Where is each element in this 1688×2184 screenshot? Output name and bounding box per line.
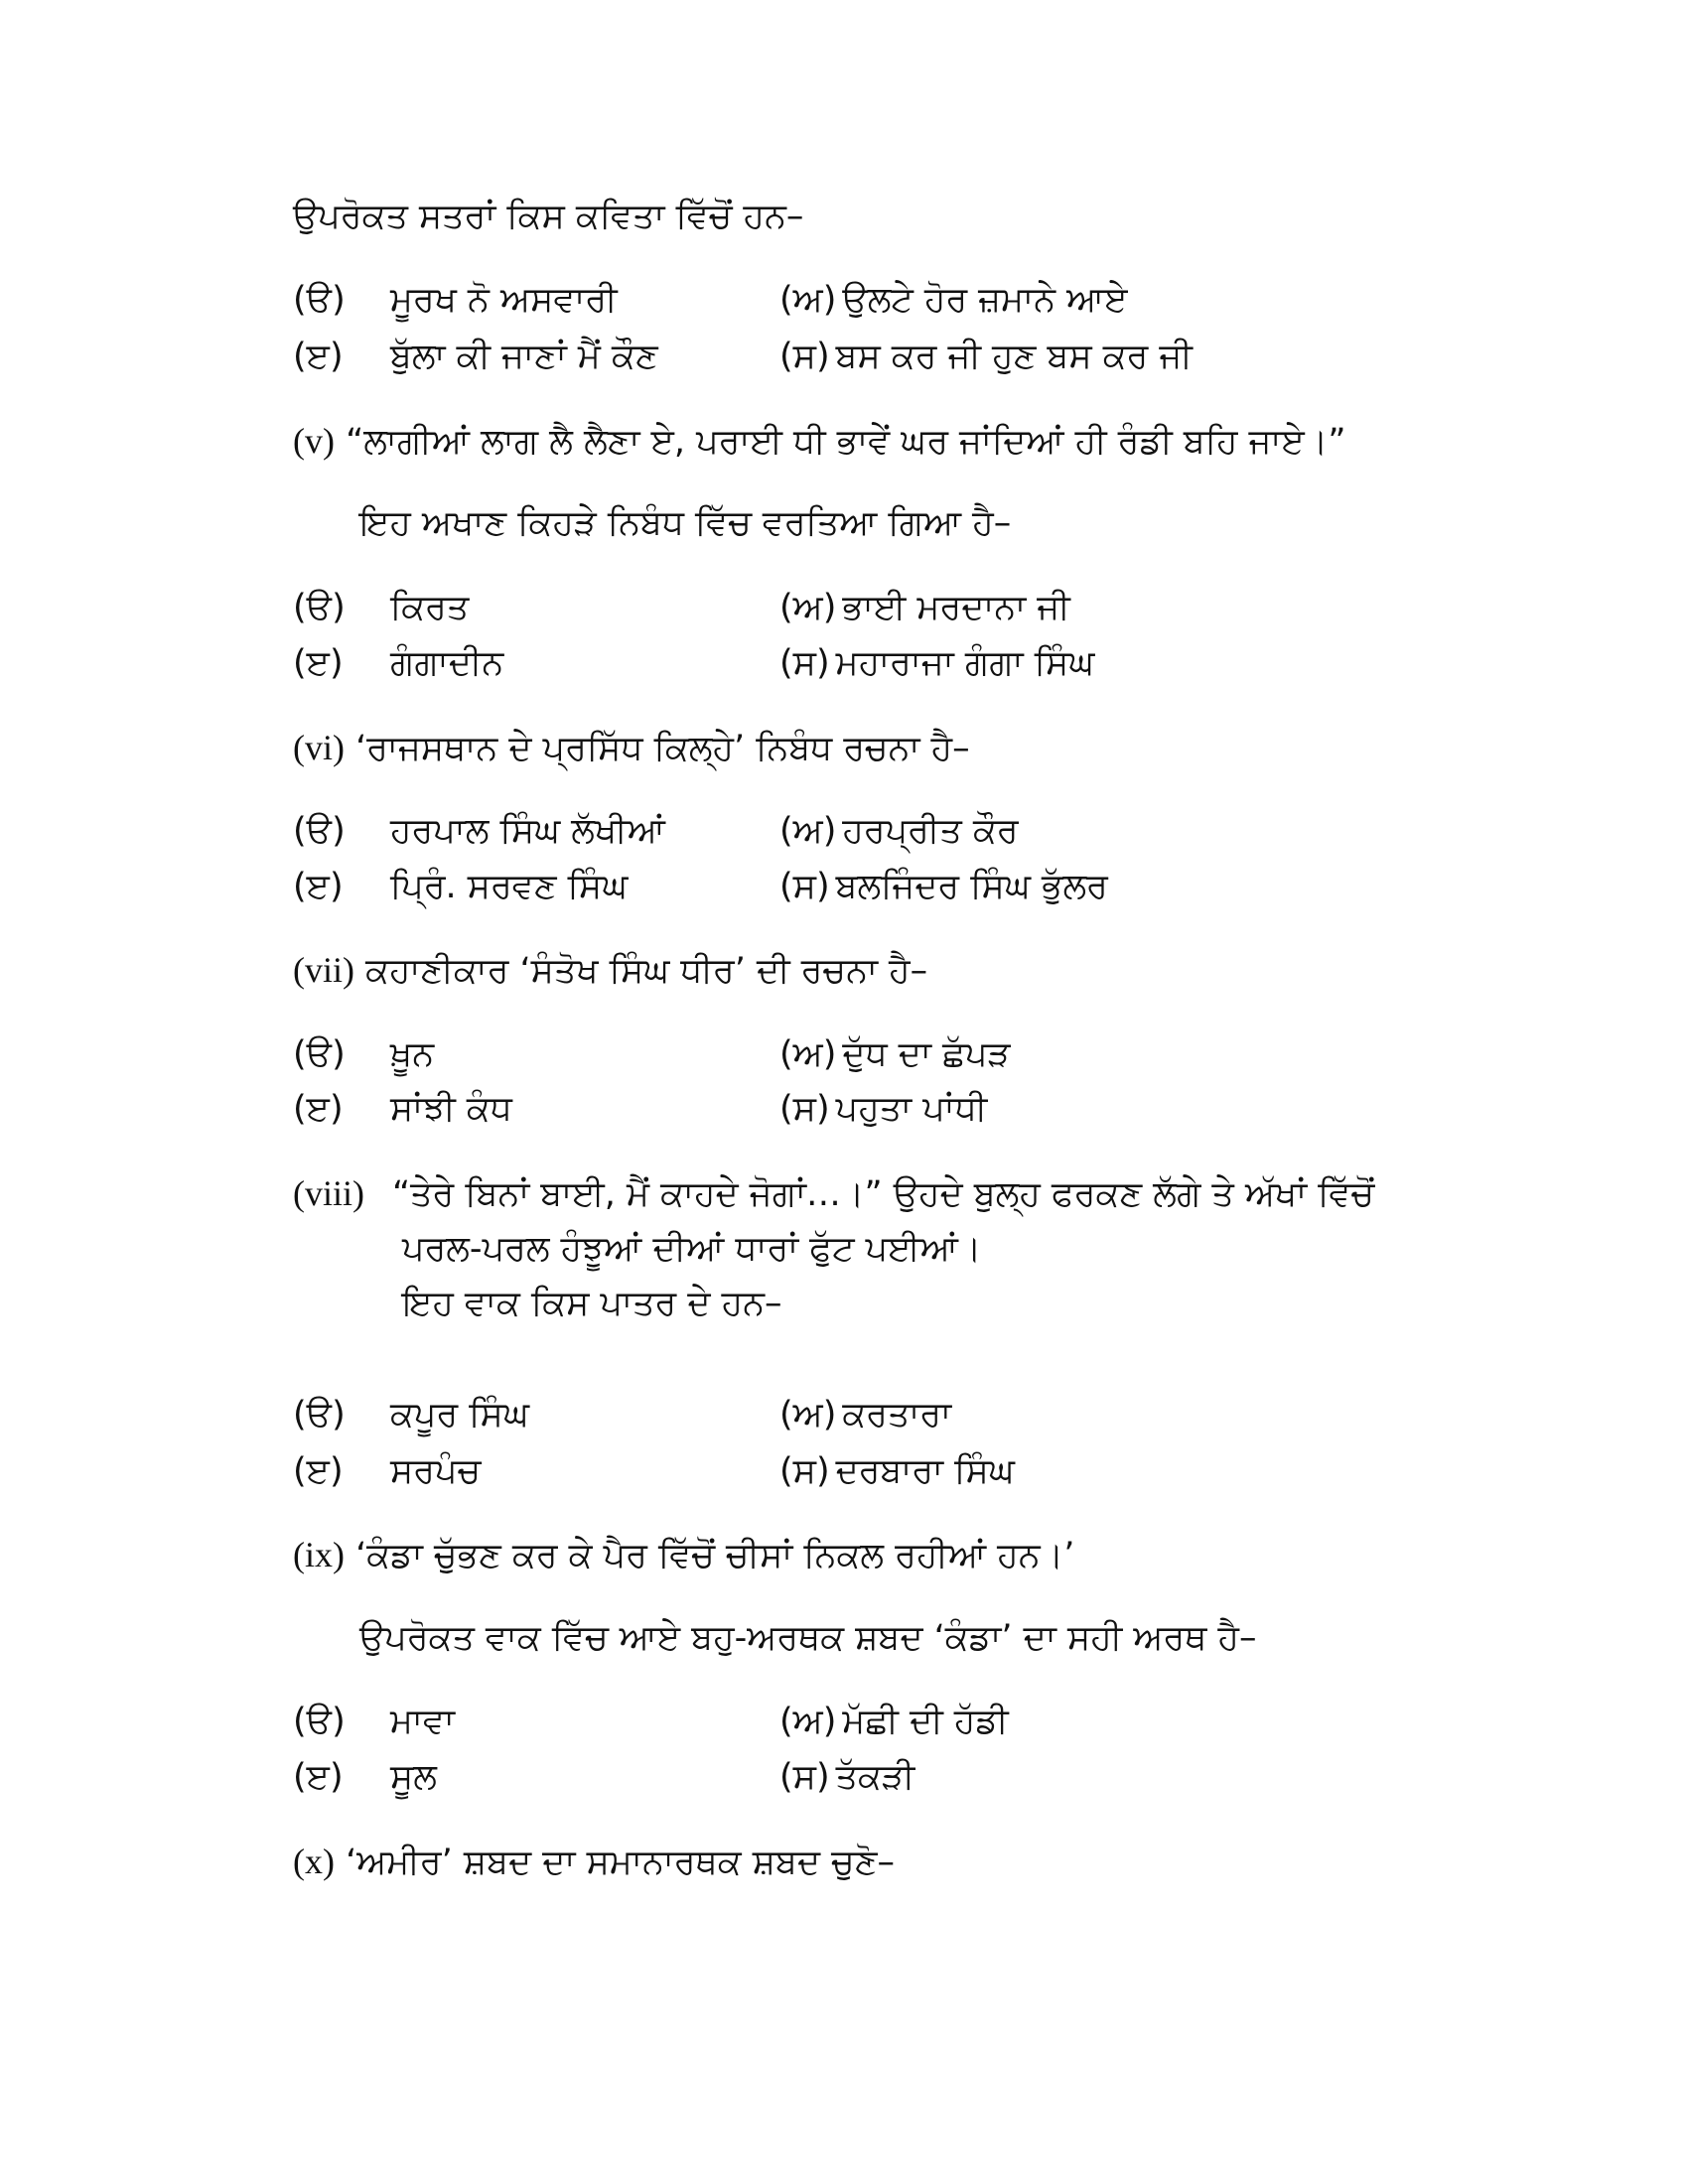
option-text: ਮਹਾਰਾਜਾ ਗੰਗਾ ਸਿੰਘ: [835, 643, 1095, 683]
option-text: ਤੱਕੜੀ: [835, 1757, 915, 1797]
q4-option-b[interactable]: [779, 278, 1127, 322]
q9-quote: ‘ਕੰਡਾ ਚੁੱਭਣ ਕਰ ਕੇ ਪੈਰ ਵਿੱਚੋਂ ਚੀਸਾਂ ਨਿਕਲ ਰਹੀਆਂ ਹਨ।’: [355, 1536, 1075, 1575]
q9-option-d[interactable]: [779, 1755, 914, 1799]
option-label: (ੲ): [293, 643, 344, 683]
option-text: ਕਪੂਰ ਸਿੰਘ: [390, 1395, 529, 1434]
option-text: ਬੁੱਲਾ ਕੀ ਜਾਣਾਂ ਮੈਂ ਕੌਣ: [390, 337, 658, 376]
q9-stem: ਉਪਰੋਕਤ ਵਾਕ ਵਿੱਚ ਆਏ ਬਹੁ-ਅਰਥਕ ਸ਼ਬਦ ‘ਕੰਡਾ’ ਦਾ ਸਹੀ ਅਰਥ ਹੈ–: [359, 1618, 1257, 1658]
q8-quote-text-1: “ਤੇਰੇ ਬਿਨਾਂ ਬਾਈ, ਮੈਂ ਕਾਹਦੇ ਜੋਗਾਂ…।” ਉਹਦੇ ਬੁਲ੍ਹ ਫਰਕਣ ਲੱਗੇ ਤੇ ਅੱਖਾਂ ਵਿੱਚੋਂ: [392, 1174, 1375, 1214]
q9-options-row-1: [293, 1700, 1484, 1749]
option-label: (ੳ): [293, 811, 346, 851]
q5-option-b[interactable]: [779, 586, 1070, 629]
q6-options-row-2: [293, 865, 1484, 914]
option-text: ਕਿਰਤ: [390, 588, 470, 627]
q5-quote: “ਲਾਗੀਆਂ ਲਾਗ ਲੈ ਲੈਣਾ ਏ, ਪਰਾਈ ਧੀ ਭਾਵੇਂ ਘਰ ਜਾਂਦਿਆਂ ਹੀ ਰੰਡੀ ਬਹਿ ਜਾਏ।”: [346, 422, 1346, 462]
q6-question-line: [293, 726, 970, 770]
option-label: (ਸ): [779, 1089, 830, 1129]
q8-quote-line-2: ਪਰਲ-ਪਰਲ ਹੰਝੂਆਂ ਦੀਆਂ ਧਾਰਾਂ ਫੁੱਟ ਪਈਆਂ।: [402, 1229, 982, 1269]
q9-option-a[interactable]: [293, 1700, 455, 1743]
option-text: ਮੂਰਖ ਨੋ ਅਸਵਾਰੀ: [390, 280, 618, 320]
option-label: (ਅ): [779, 1702, 837, 1741]
q4-option-c[interactable]: [293, 335, 658, 378]
q6-option-c[interactable]: [293, 865, 628, 908]
q9-option-b[interactable]: [779, 1700, 1009, 1743]
q6-option-a[interactable]: [293, 809, 665, 853]
option-label: (ੲ): [293, 1757, 344, 1797]
q5-stem: ਇਹ ਅਖਾਣ ਕਿਹੜੇ ਨਿਬੰਧ ਵਿੱਚ ਵਰਤਿਆ ਗਿਆ ਹੈ–: [359, 503, 1012, 543]
option-label: (ਸ): [779, 337, 830, 376]
q7-options-row-2: [293, 1087, 1484, 1137]
q5-option-d[interactable]: [779, 641, 1094, 685]
q4-option-d[interactable]: [779, 335, 1193, 378]
q8-option-b[interactable]: [779, 1393, 951, 1436]
option-label: (ੳ): [293, 1395, 346, 1434]
q8-options-row-2: [293, 1449, 1484, 1499]
q8-option-a[interactable]: [293, 1393, 529, 1436]
q8-options-row-1: [293, 1393, 1484, 1442]
option-label: (ੳ): [293, 588, 346, 627]
option-text: ਗੰਗਾਦੀਨ: [390, 643, 504, 683]
option-label: (ਸ): [779, 867, 830, 906]
option-label: (ਅ): [779, 588, 837, 627]
q9-option-c[interactable]: [293, 1755, 437, 1799]
q8-option-d[interactable]: [779, 1449, 1015, 1493]
q6-options-row-1: [293, 809, 1484, 859]
option-text: ਕਰਤਾਰਾ: [842, 1395, 952, 1434]
option-text: ਸਰਪੰਚ: [390, 1451, 482, 1491]
option-label: (ਅ): [779, 811, 837, 851]
option-label: (ਸ): [779, 1757, 830, 1797]
q6-number: (vi): [293, 728, 345, 767]
option-text: ਬਸ ਕਰ ਜੀ ਹੁਣ ਬਸ ਕਰ ਜੀ: [835, 337, 1193, 376]
q10-stem: ‘ਅਮੀਰ’ ਸ਼ਬਦ ਦਾ ਸਮਾਨਾਰਥਕ ਸ਼ਬਦ ਚੁਣੋ–: [346, 1843, 896, 1882]
option-text: ਮੱਛੀ ਦੀ ਹੱਡੀ: [842, 1702, 1009, 1741]
q7-option-d[interactable]: [779, 1087, 987, 1131]
q9-options-row-2: [293, 1755, 1484, 1805]
option-text: ਮਾਵਾ: [390, 1702, 455, 1741]
option-text: ਪ੍ਰਿੰ. ਸਰਵਣ ਸਿੰਘ: [390, 867, 629, 906]
q10-number: (x): [293, 1842, 335, 1881]
q5-option-c[interactable]: [293, 641, 503, 685]
q4-options-row-2: [293, 335, 1484, 384]
option-label: (ਸ): [779, 1451, 830, 1491]
option-text: ਬਲਜਿੰਦਰ ਸਿੰਘ ਭੁੱਲਰ: [835, 867, 1108, 906]
option-text: ਉਲਟੇ ਹੋਰ ਜ਼ਮਾਨੇ ਆਏ: [842, 280, 1128, 320]
q10-question-line: [293, 1840, 895, 1884]
option-text: ਭਾਈ ਮਰਦਾਨਾ ਜੀ: [842, 588, 1070, 627]
option-label: (ੲ): [293, 337, 344, 376]
q9-quote-line: [293, 1533, 1074, 1577]
q7-option-a[interactable]: [293, 1032, 434, 1076]
option-text: ਹਰਪਾਲ ਸਿੰਘ ਲੱਖੀਆਂ: [390, 811, 665, 851]
q7-option-c[interactable]: [293, 1087, 512, 1131]
q6-stem: ‘ਰਾਜਸਥਾਨ ਦੇ ਪ੍ਰਸਿੱਧ ਕਿਲ੍ਹੇ’ ਨਿਬੰਧ ਰਚਨਾ ਹੈ–: [355, 729, 970, 768]
option-label: (ਸ): [779, 643, 830, 683]
q7-options-row-1: [293, 1032, 1484, 1082]
option-text: ਦਰਬਾਰਾ ਸਿੰਘ: [835, 1451, 1015, 1491]
option-label: (ੳ): [293, 1702, 346, 1741]
option-label: (ੲ): [293, 1451, 344, 1491]
q7-option-b[interactable]: [779, 1032, 1010, 1076]
q8-quote-line-1: [293, 1171, 1374, 1216]
option-label: (ੲ): [293, 867, 344, 906]
option-label: (ਅ): [779, 280, 837, 320]
q5-options-row-1: [293, 586, 1484, 635]
option-label: (ਅ): [779, 1034, 837, 1074]
option-label: (ੳ): [293, 280, 346, 320]
option-text: ਸਾਂਝੀ ਕੰਧ: [390, 1089, 512, 1129]
q7-stem: ਕਹਾਣੀਕਾਰ ‘ਸੰਤੋਖ ਸਿੰਘ ਧੀਰ’ ਦੀ ਰਚਨਾ ਹੈ–: [365, 951, 928, 991]
option-label: (ੳ): [293, 1034, 346, 1074]
q8-number: (viii): [293, 1173, 364, 1213]
q8-option-c[interactable]: [293, 1449, 481, 1493]
option-label: (ਅ): [779, 1395, 837, 1434]
q4-stem: ਉਪਰੋਕਤ ਸਤਰਾਂ ਕਿਸ ਕਵਿਤਾ ਵਿੱਚੋਂ ਹਨ–: [293, 197, 804, 236]
option-text: ਦੁੱਧ ਦਾ ਛੱਪੜ: [842, 1034, 1011, 1074]
q6-option-b[interactable]: [779, 809, 1019, 853]
q9-number: (ix): [293, 1535, 345, 1574]
q5-quote-line: [293, 419, 1346, 464]
q6-option-d[interactable]: [779, 865, 1108, 908]
q4-option-a[interactable]: [293, 278, 618, 322]
q5-options-row-2: [293, 641, 1484, 691]
q8-stem: ਇਹ ਵਾਕ ਕਿਸ ਪਾਤਰ ਦੇ ਹਨ–: [402, 1284, 782, 1323]
option-label: (ੲ): [293, 1089, 344, 1129]
option-text: ਸੂਲ: [390, 1757, 437, 1797]
q7-number: (vii): [293, 950, 354, 990]
option-text: ਹਰਪ੍ਰੀਤ ਕੌਰ: [842, 811, 1019, 851]
q7-question-line: [293, 948, 927, 993]
option-text: ਖ਼ੂਨ: [390, 1034, 435, 1074]
option-text: ਪਹੁਤਾ ਪਾਂਧੀ: [835, 1089, 988, 1129]
q5-number: (v): [293, 421, 335, 461]
q4-options-row-1: [293, 278, 1484, 328]
q5-option-a[interactable]: [293, 586, 469, 629]
